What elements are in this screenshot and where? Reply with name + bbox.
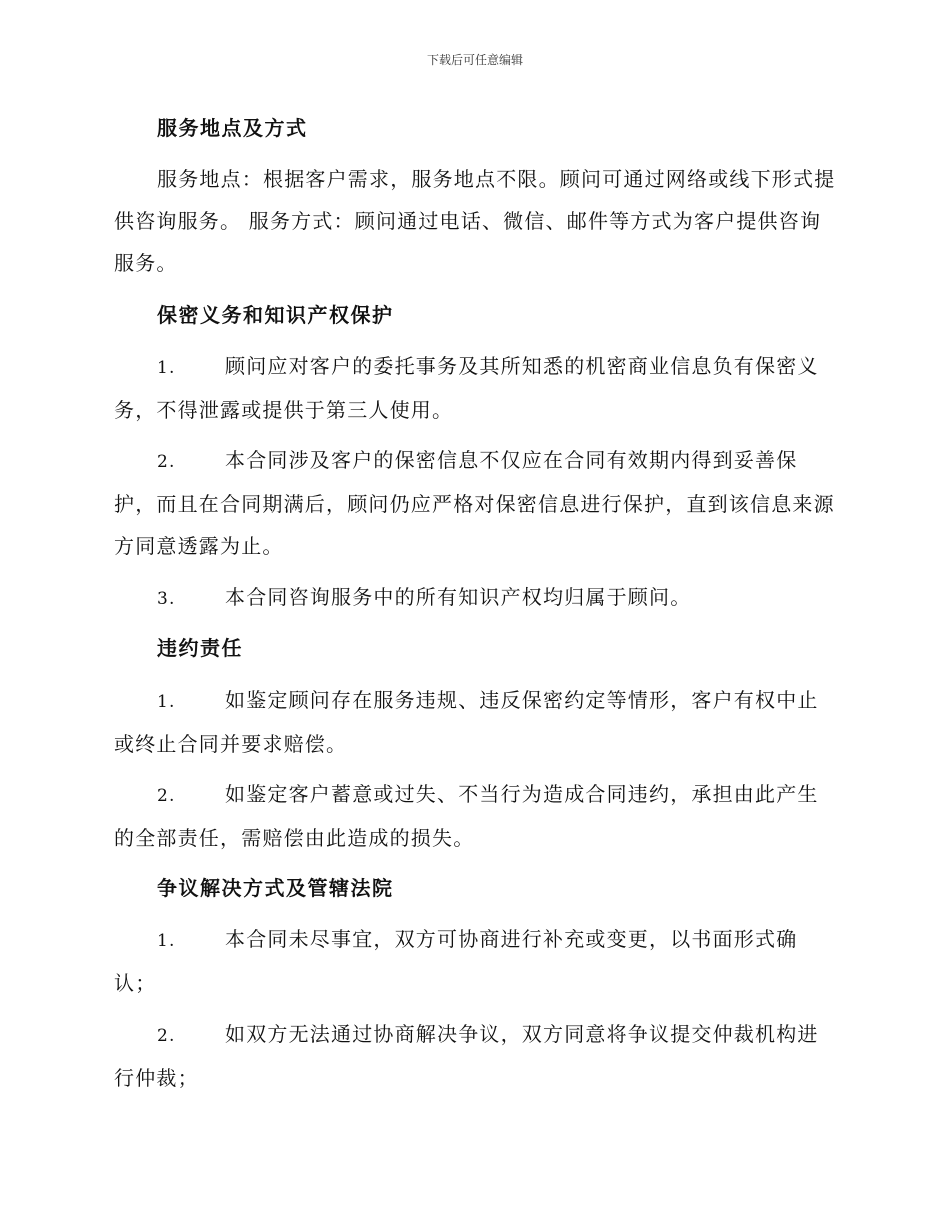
dispute-resolution-item — [114, 918, 836, 1004]
item-text: 如双方无法通过协商解决争议，双方同意将争议提交仲裁机构进行仲裁； — [114, 1022, 819, 1090]
service-location-paragraph: 服务地点：根据客户需求，服务地点不限。顾问可通过网络或线下形式提供咨询服务。 服务方式：顾问通过电话、微信、邮件等方式为客户提供咨询服务。 — [114, 167, 836, 275]
section-heading-breach-liability: 违约责任 — [157, 636, 243, 660]
item-text: 本合同咨询服务中的所有知识产权均归属于顾问。 — [225, 585, 692, 609]
item-number: 2. — [157, 786, 176, 806]
item-number: 2. — [157, 452, 176, 472]
section-heading-service-location: 服务地点及方式 — [157, 116, 308, 140]
breach-liability-item — [114, 773, 836, 859]
confidentiality-item — [114, 576, 836, 620]
item-number: 1. — [157, 692, 176, 712]
item-text: 本合同涉及客户的保密信息不仅应在合同有效期内得到妥善保护，而且在合同期满后，顾问仍应严格对保密信息进行保护，直到该信息来源方同意透露为止。 — [114, 448, 835, 558]
item-number: 1. — [157, 931, 176, 951]
confidentiality-item — [114, 345, 836, 431]
item-text: 如鉴定顾问存在服务违规、违反保密约定等情形，客户有权中止或终止合同并要求赔偿。 — [114, 688, 819, 756]
page-header-note: 下载后可任意编辑 — [426, 53, 523, 67]
confidentiality-item — [114, 439, 836, 567]
breach-liability-item — [114, 679, 836, 765]
item-text: 顾问应对客户的委托事务及其所知悉的机密商业信息负有保密义务，不得泄露或提供于第三人使用。 — [114, 354, 819, 422]
item-number: 1. — [157, 358, 176, 378]
item-number: 3. — [157, 589, 176, 609]
section-heading-dispute-resolution: 争议解决方式及管辖法院 — [157, 876, 394, 900]
item-number: 2. — [157, 1026, 176, 1046]
dispute-resolution-item — [114, 1013, 836, 1099]
item-text: 本合同未尽事宜，双方可协商进行补充或变更，以书面形式确认； — [114, 927, 798, 995]
section-heading-confidentiality: 保密义务和知识产权保护 — [157, 303, 394, 327]
item-text: 如鉴定客户蓄意或过失、不当行为造成合同违约，承担由此产生的全部责任，需赔偿由此造成的损失。 — [114, 782, 819, 850]
